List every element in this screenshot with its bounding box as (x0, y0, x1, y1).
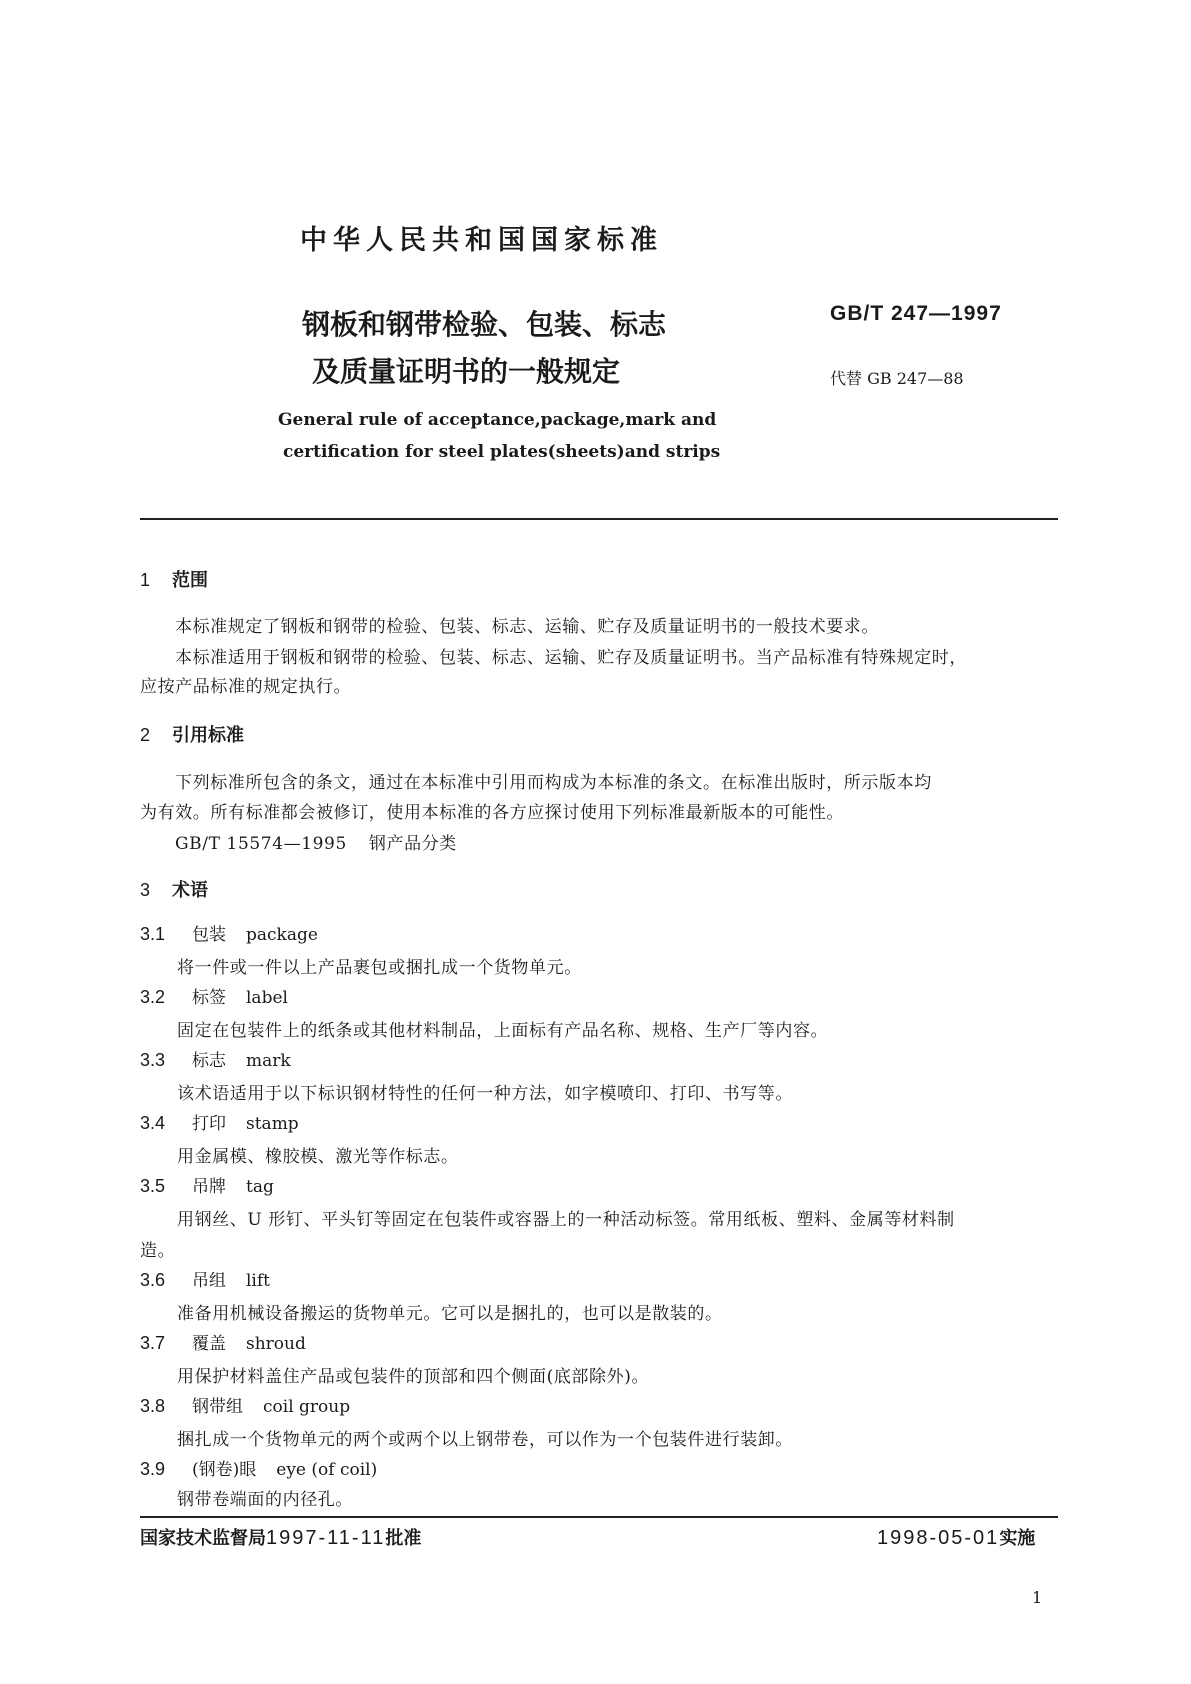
term-3-7 (140, 1329, 306, 1354)
term-cn: 标志 (192, 1051, 226, 1071)
section-number: 2 (140, 725, 151, 745)
term-en: stamp (246, 1114, 299, 1134)
effective-line (877, 1524, 1035, 1550)
term-number: 3.4 (140, 1113, 166, 1133)
s1-paragraph1: 本标准规定了钢板和钢带的检验、包装、标志、运输、贮存及质量证明书的一般技术要求。 (175, 617, 879, 637)
section-title: 引用标准 (172, 725, 244, 746)
term-en: package (246, 925, 318, 945)
section-title: 术语 (172, 880, 208, 901)
term-cn: 包装 (192, 925, 226, 945)
reference-code: GB/T 15574—1995 (175, 834, 347, 854)
term-number: 3.5 (140, 1176, 166, 1196)
s2-paragraph-line1: 下列标准所包含的条文，通过在本标准中引用而构成为本标准的条文。在标准出版时，所示版本均 (175, 773, 932, 793)
term-3-9 (140, 1455, 377, 1480)
term-number: 3.1 (140, 924, 166, 944)
approve-date: 1997-11-11 (266, 1527, 386, 1549)
term-number: 3.3 (140, 1050, 166, 1070)
english-title-line2: certification for steel plates(sheets)and strips (283, 442, 721, 462)
s2-reference (175, 829, 457, 854)
approval-line (140, 1524, 421, 1550)
term-3-2 (140, 983, 288, 1008)
term-number: 3.7 (140, 1333, 166, 1353)
page-number: 1 (1032, 1588, 1043, 1607)
standard-number: GB/T 247—1997 (830, 302, 1002, 325)
term-3-1 (140, 920, 318, 945)
term-3-3-definition: 该术语适用于以下标识钢材特性的任何一种方法，如字模喷印、打印、书写等。 (177, 1084, 793, 1104)
footer-divider (140, 1516, 1058, 1518)
section-title: 范围 (172, 570, 208, 591)
term-3-7-definition: 用保护材料盖住产品或包装件的顶部和四个侧面(底部除外)。 (177, 1367, 650, 1387)
document-title-line1: 钢板和钢带检验、包装、标志 (302, 308, 667, 341)
s1-paragraph2-line1: 本标准适用于钢板和钢带的检验、包装、标志、运输、贮存及质量证明书。当产品标准有特殊规定时， (175, 648, 967, 668)
approver: 国家技术监督局 (140, 1528, 266, 1549)
s2-paragraph-line2: 为有效。所有标准都会被修订，使用本标准的各方应探讨使用下列标准最新版本的可能性。 (140, 803, 844, 823)
term-3-6-definition: 准备用机械设备搬运的货物单元。它可以是捆扎的，也可以是散装的。 (177, 1304, 723, 1324)
term-3-5-definition: 用钢丝、U 形钉、平头钉等固定在包装件或容器上的一种活动标签。常用纸板、塑料、金属等材料制 (177, 1210, 955, 1230)
term-3-9-definition: 钢带卷端面的内径孔。 (177, 1490, 353, 1510)
term-en: shroud (246, 1334, 306, 1354)
section-number: 1 (140, 570, 151, 590)
term-en: eye (of coil) (276, 1460, 378, 1480)
effective-date: 1998-05-01 (877, 1527, 1000, 1549)
section-number: 3 (140, 880, 151, 900)
approve-suffix: 批准 (385, 1528, 422, 1549)
section-3-heading (140, 876, 208, 902)
term-3-2-definition: 固定在包装件上的纸条或其他材料制品，上面标有产品名称、规格、生产厂等内容。 (177, 1021, 829, 1041)
term-cn: 打印 (192, 1114, 226, 1134)
document-title-line2: 及质量证明书的一般规定 (312, 355, 621, 388)
term-cn: 覆盖 (192, 1334, 226, 1354)
term-en: label (246, 988, 288, 1008)
term-cn: 钢带组 (192, 1397, 243, 1417)
term-3-3 (140, 1046, 291, 1071)
term-cn: 标签 (192, 988, 226, 1008)
term-3-8-definition: 捆扎成一个货物单元的两个或两个以上钢带卷，可以作为一个包装件进行装卸。 (177, 1430, 793, 1450)
english-title-line1: General rule of acceptance,package,mark and (278, 410, 717, 430)
header-divider (140, 518, 1058, 520)
section-2-heading (140, 721, 244, 747)
term-number: 3.9 (140, 1459, 166, 1479)
reference-title: 钢产品分类 (368, 834, 457, 854)
term-3-1-definition: 将一件或一件以上产品裹包或捆扎成一个货物单元。 (177, 958, 582, 978)
replaces-note: 代替 GB 247—88 (830, 369, 964, 388)
term-cn: 吊组 (192, 1271, 226, 1291)
term-en: mark (246, 1051, 291, 1071)
effective-suffix: 实施 (999, 1528, 1036, 1549)
term-cn: 吊牌 (192, 1177, 226, 1197)
term-cn: (钢卷)眼 (192, 1460, 257, 1480)
term-number: 3.8 (140, 1396, 166, 1416)
s1-paragraph2-line2: 应按产品标准的规定执行。 (140, 677, 352, 697)
section-1-heading (140, 566, 208, 592)
term-number: 3.6 (140, 1270, 166, 1290)
term-3-5-definition-cont: 造。 (140, 1241, 176, 1261)
term-en: lift (246, 1271, 270, 1291)
term-3-5 (140, 1172, 274, 1197)
term-number: 3.2 (140, 987, 166, 1007)
term-3-6 (140, 1266, 270, 1291)
term-3-4 (140, 1109, 299, 1134)
term-en: coil group (263, 1397, 351, 1417)
term-3-4-definition: 用金属模、橡胶模、激光等作标志。 (177, 1147, 459, 1167)
term-en: tag (246, 1177, 274, 1197)
term-3-8 (140, 1392, 350, 1417)
national-standard-heading: 中华人民共和国国家标准 (300, 225, 663, 256)
